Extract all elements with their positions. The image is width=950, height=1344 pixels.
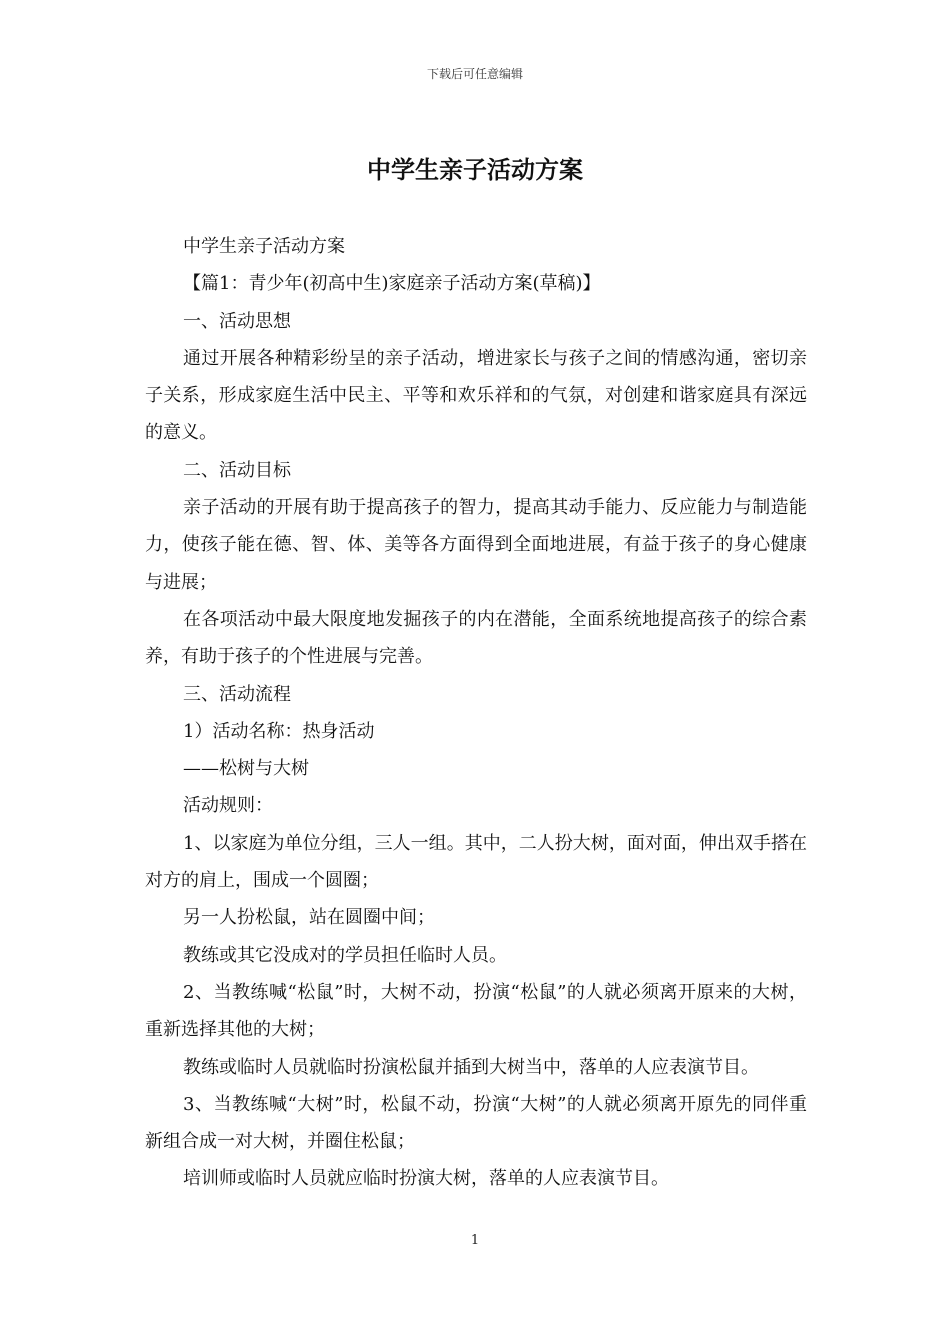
paragraph-heading-goal: 二、活动目标 bbox=[183, 459, 291, 481]
paragraph-rules-heading: 活动规则： bbox=[183, 795, 273, 817]
paragraph-goal-body-1: 亲子活动的开展有助于提高孩子的智力，提高其动手能力、反应能力与制造能力，使孩子能在德、智、体、美等各方面得到全面地进展，有益于孩子的身心健康与进展； bbox=[145, 497, 807, 593]
header-note: 下载后可任意编辑 bbox=[426, 67, 523, 81]
document-title: 中学生亲子活动方案 bbox=[367, 155, 583, 184]
paragraph-activity-name: 1）活动名称：热身活动 bbox=[183, 720, 375, 742]
paragraph-rule-1-detail-a: 另一人扮松鼠，站在圆圈中间； bbox=[183, 907, 435, 929]
paragraph-section-heading: 【篇1：青少年(初高中生)家庭亲子活动方案(草稿)】 bbox=[183, 273, 601, 295]
paragraph-rule-2: 2、当教练喊“松鼠”时，大树不动，扮演“松鼠”的人就必须离开原来的大树，重新选择其他的大树； bbox=[145, 981, 807, 1041]
paragraph-heading-process: 三、活动流程 bbox=[183, 683, 291, 705]
paragraph-thought-body: 通过开展各种精彩纷呈的亲子活动，增进家长与孩子之间的情感沟通，密切亲子关系，形成家庭生活中民主、平等和欢乐祥和的气氛，对创建和谐家庭具有深远的意义。 bbox=[145, 347, 807, 444]
paragraph-subtitle: 中学生亲子活动方案 bbox=[183, 236, 345, 257]
paragraph-rule-3: 3、当教练喊“大树”时，松鼠不动，扮演“大树”的人就必须离开原先的同伴重新组合成一对大树，并圈住松鼠； bbox=[145, 1093, 807, 1153]
paragraph-rule-1: 1、以家庭为单位分组，三人一组。其中，二人扮大树，面对面，伸出双手搭在对方的肩上，围成一个圆圈； bbox=[145, 832, 807, 892]
paragraph-rule-3-detail: 培训师或临时人员就应临时扮演大树，落单的人应表演节目。 bbox=[183, 1168, 669, 1190]
page-number: 1 bbox=[470, 1233, 480, 1248]
document-body bbox=[145, 228, 807, 1198]
paragraph-rule-2-detail: 教练或临时人员就临时扮演松鼠并插到大树当中，落单的人应表演节目。 bbox=[183, 1056, 759, 1078]
paragraph-activity-subtitle: ——松树与大树 bbox=[183, 758, 309, 780]
paragraph-heading-thought: 一、活动思想 bbox=[183, 310, 291, 332]
paragraph-rule-1-detail-b: 教练或其它没成对的学员担任临时人员。 bbox=[183, 944, 507, 966]
paragraph-goal-body-2: 在各项活动中最大限度地发掘孩子的内在潜能，全面系统地提高孩子的综合素养，有助于孩子的个性进展与完善。 bbox=[145, 608, 807, 668]
